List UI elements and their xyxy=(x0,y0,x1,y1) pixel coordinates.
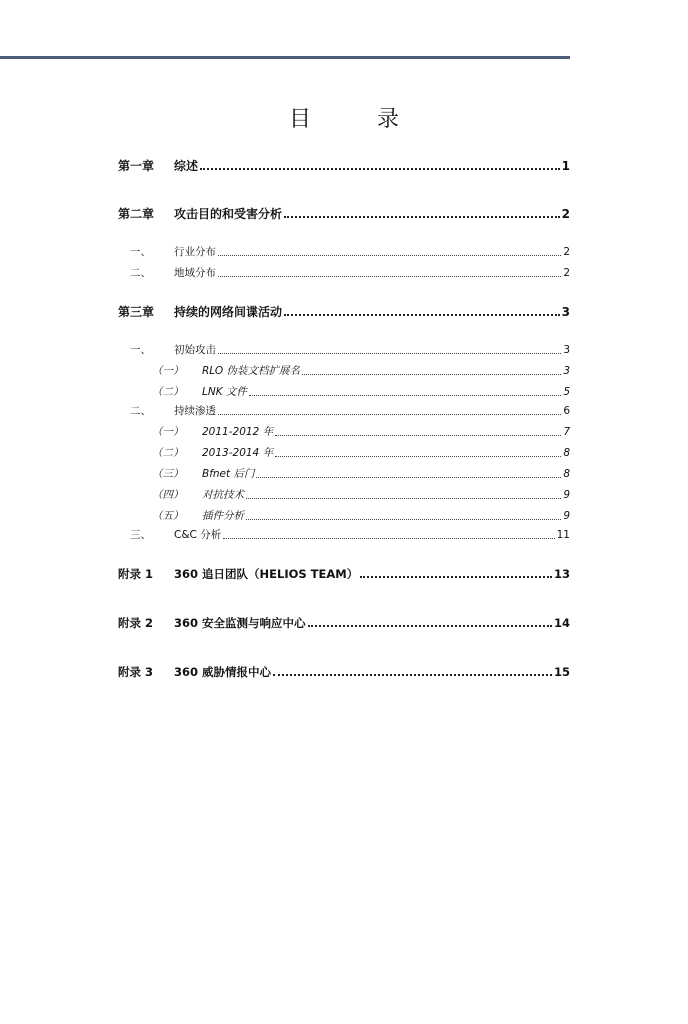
toc-entry[interactable] xyxy=(118,486,570,502)
dot-leader xyxy=(284,313,560,316)
toc-entry[interactable] xyxy=(118,303,570,319)
dot-leader xyxy=(360,575,552,578)
dot-leader xyxy=(284,215,560,218)
toc-entry-page: 2 xyxy=(563,267,570,279)
toc-entry-page: 13 xyxy=(553,567,570,581)
dot-leader xyxy=(249,394,561,396)
header-rule xyxy=(0,56,570,59)
dot-leader xyxy=(302,373,561,375)
toc-entry-page: 1 xyxy=(561,159,570,173)
toc-entry-title: 行业分布 xyxy=(174,246,216,258)
dot-leader xyxy=(246,518,561,520)
toc-entry-title: 持续的网络间谍活动 xyxy=(174,305,283,319)
toc-entry[interactable] xyxy=(118,663,570,679)
dot-leader xyxy=(218,275,561,277)
toc-entry[interactable] xyxy=(118,614,570,630)
toc-entry-title: 360 安全监测与响应中心 xyxy=(174,616,306,630)
toc-entry-title: Bfnet 后门 xyxy=(202,468,255,480)
toc-entry-number: 附录 2 xyxy=(118,616,154,630)
toc-entry-number: 二、 xyxy=(130,267,151,279)
toc-entry-number: 第一章 xyxy=(118,159,155,173)
dot-leader xyxy=(218,413,561,415)
toc-entry[interactable] xyxy=(118,526,570,542)
toc-entry[interactable] xyxy=(118,402,570,418)
dot-leader xyxy=(246,497,561,499)
dot-leader xyxy=(200,167,560,170)
toc-entry[interactable] xyxy=(118,507,570,523)
toc-entry-title: 地域分布 xyxy=(174,267,216,279)
toc-entry-page: 2 xyxy=(563,246,570,258)
toc-entry[interactable] xyxy=(118,341,570,357)
toc-entry[interactable] xyxy=(118,444,570,460)
toc-entry-title: 360 追日团队（HELIOS TEAM） xyxy=(174,567,359,581)
toc-entry-title: 初始攻击 xyxy=(174,344,216,356)
toc-entry[interactable] xyxy=(118,205,570,221)
toc-entry-page: 15 xyxy=(553,665,570,679)
toc-entry-page: 3 xyxy=(563,365,570,377)
toc-entry-title: 插件分析 xyxy=(202,510,244,522)
toc-entry-title: RLO 伪装文档扩展名 xyxy=(202,365,300,377)
toc-entry-number: （二） xyxy=(152,386,184,398)
toc-entry-number: （一） xyxy=(152,426,184,438)
dot-leader xyxy=(218,254,561,256)
toc-entry-number: （五） xyxy=(152,510,184,522)
toc-entry[interactable] xyxy=(118,362,570,378)
toc-entry-page: 2 xyxy=(561,207,570,221)
toc-entry-number: 附录 3 xyxy=(118,665,154,679)
toc-entry-title: 综述 xyxy=(174,159,199,173)
toc-entry-page: 7 xyxy=(563,426,570,438)
toc-entry-page: 6 xyxy=(563,405,570,417)
toc-entry[interactable] xyxy=(118,243,570,259)
dot-leader xyxy=(256,476,561,478)
toc-entry[interactable] xyxy=(118,423,570,439)
toc-entry-page: 8 xyxy=(563,447,570,459)
toc-entry-number: （一） xyxy=(152,365,184,377)
toc-entry-page: 9 xyxy=(563,510,570,522)
toc-entry[interactable] xyxy=(118,565,570,581)
toc-entry-title: 对抗技术 xyxy=(202,489,244,501)
page-title: 目 录 xyxy=(288,107,421,132)
toc-entry-number: 第二章 xyxy=(118,207,155,221)
toc-entry-page: 3 xyxy=(563,344,570,356)
toc-entry-number: 第三章 xyxy=(118,305,155,319)
toc-entry-page: 9 xyxy=(563,489,570,501)
toc-entry-page: 3 xyxy=(561,305,570,319)
toc-entry[interactable] xyxy=(118,383,570,399)
toc-entry-number: 附录 1 xyxy=(118,567,154,581)
toc-entry[interactable] xyxy=(118,465,570,481)
toc-entry-number: 一、 xyxy=(130,344,151,356)
dot-leader xyxy=(273,673,552,676)
toc-entry-title: 2011-2012 年 xyxy=(202,426,274,438)
toc-entry-number: 三、 xyxy=(130,529,151,541)
toc-entry-number: 一、 xyxy=(130,246,151,258)
toc-entry[interactable] xyxy=(118,157,570,173)
toc-entry-page: 11 xyxy=(556,529,570,541)
toc-entry-number: （四） xyxy=(152,489,184,501)
dot-leader xyxy=(275,455,561,457)
toc-entry-title: 攻击目的和受害分析 xyxy=(174,207,283,221)
dot-leader xyxy=(218,352,561,354)
toc-entry-page: 8 xyxy=(563,468,570,480)
toc-entry[interactable] xyxy=(118,264,570,280)
toc-entry-number: 二、 xyxy=(130,405,151,417)
toc-entry-title: 2013-2014 年 xyxy=(202,447,274,459)
toc-entry-title: LNK 文件 xyxy=(202,386,247,398)
toc-entry-title: C&C 分析 xyxy=(174,529,222,541)
toc-entry-title: 360 威胁情报中心 xyxy=(174,665,272,679)
toc-entry-number: （二） xyxy=(152,447,184,459)
dot-leader xyxy=(223,537,554,539)
dot-leader xyxy=(275,434,561,436)
toc-entry-page: 5 xyxy=(563,386,570,398)
dot-leader xyxy=(308,624,552,627)
toc-entry-page: 14 xyxy=(553,616,570,630)
toc-entry-title: 持续渗透 xyxy=(174,405,216,417)
toc-entry-number: （三） xyxy=(152,468,184,480)
